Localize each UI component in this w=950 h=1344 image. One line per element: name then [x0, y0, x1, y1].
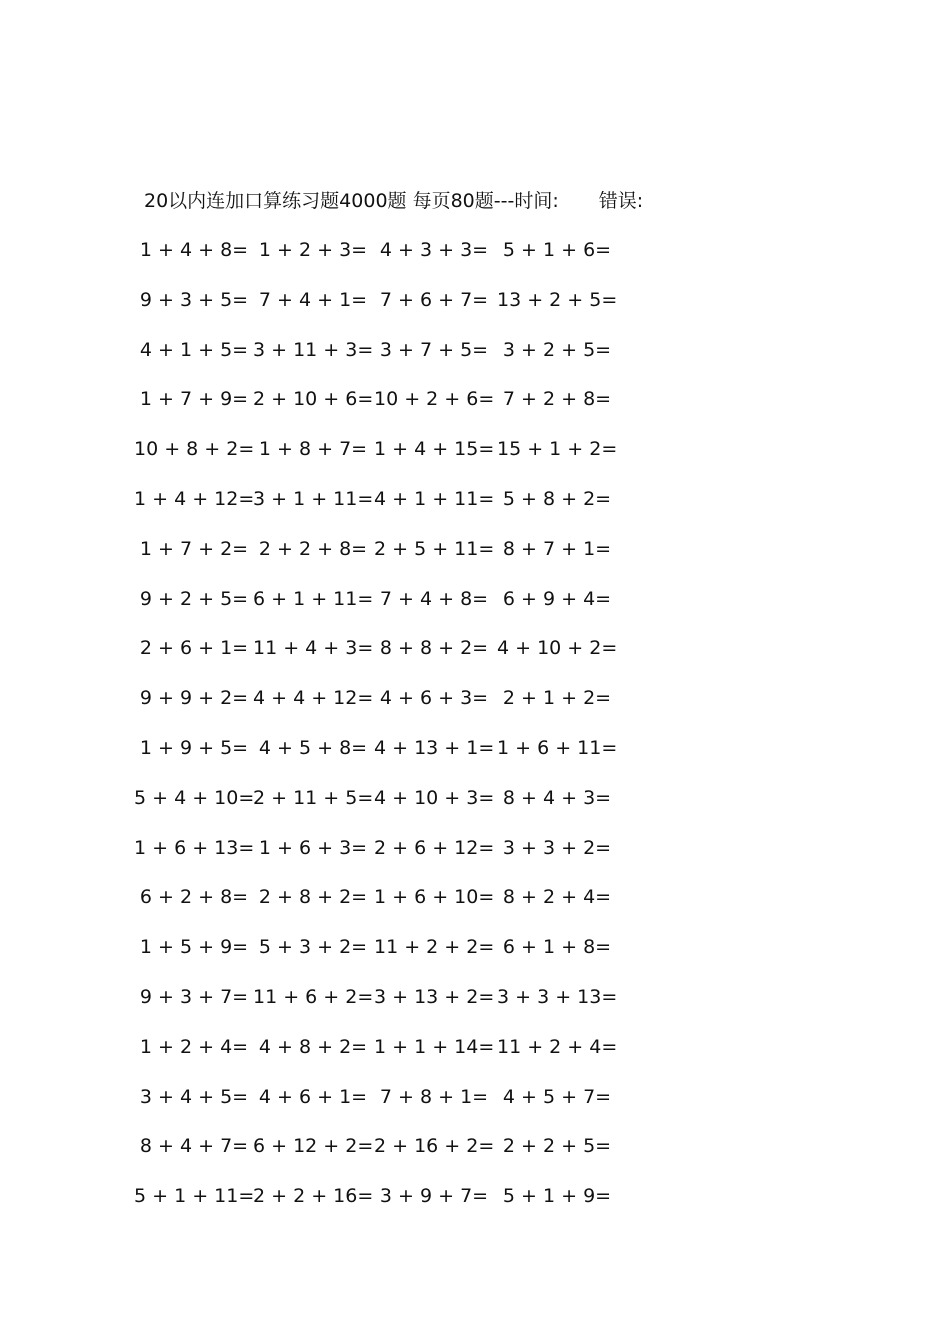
problem-item: 2 + 16 + 2=: [374, 1135, 495, 1158]
problem-item: 8 + 8 + 2=: [379, 637, 489, 660]
problem-item: 2 + 8 + 2=: [258, 886, 368, 909]
problem-item: 7 + 8 + 1=: [379, 1085, 489, 1108]
problem-item: 1 + 6 + 11=: [497, 737, 618, 759]
problem-row: [0, 384, 950, 414]
problem-item: 3 + 11 + 3=: [253, 338, 374, 361]
problem-row: [0, 285, 950, 315]
problem-row: [0, 534, 950, 564]
problem-item: 11 + 4 + 3=: [253, 637, 374, 660]
problem-item: 4 + 13 + 1=: [374, 737, 495, 759]
problem-item: 2 + 2 + 5=: [502, 1135, 612, 1158]
problem-item: 3 + 3 + 2=: [502, 836, 612, 859]
problem-item: 1 + 4 + 12=: [134, 488, 255, 510]
problem-item: 9 + 3 + 7=: [139, 986, 249, 1008]
problem-item: 9 + 3 + 5=: [139, 288, 249, 311]
problem-row: [0, 882, 950, 912]
problem-item: 8 + 4 + 7=: [139, 1135, 249, 1158]
problem-row: [0, 633, 950, 663]
problem-item: 2 + 2 + 16=: [253, 1185, 374, 1208]
problem-item: 7 + 4 + 8=: [379, 587, 489, 610]
problem-item: 13 + 2 + 5=: [497, 288, 618, 311]
problem-item: 6 + 1 + 11=: [253, 587, 374, 610]
problem-item: 4 + 6 + 3=: [379, 687, 489, 710]
problem-item: 6 + 12 + 2=: [253, 1135, 374, 1158]
problem-item: 4 + 10 + 2=: [497, 637, 618, 660]
problem-item: 1 + 8 + 7=: [258, 438, 368, 461]
problem-item: 6 + 9 + 4=: [502, 587, 612, 610]
problem-row: [0, 683, 950, 713]
problem-item: 2 + 6 + 1=: [139, 637, 249, 660]
problem-item: 3 + 13 + 2=: [374, 986, 495, 1008]
problem-item: 1 + 5 + 9=: [139, 936, 249, 959]
problem-item: 1 + 2 + 4=: [139, 1035, 249, 1058]
problem-item: 4 + 8 + 2=: [258, 1035, 368, 1058]
problem-item: 11 + 2 + 2=: [374, 936, 495, 959]
problem-item: 1 + 4 + 8=: [139, 239, 249, 261]
problem-row: [0, 1181, 950, 1211]
problem-item: 11 + 6 + 2=: [253, 986, 374, 1008]
problem-item: 10 + 8 + 2=: [134, 438, 255, 461]
problem-item: 10 + 2 + 6=: [374, 388, 495, 411]
problem-item: 3 + 2 + 5=: [502, 338, 612, 361]
problem-row: [0, 1032, 950, 1062]
problem-item: 1 + 1 + 14=: [374, 1035, 495, 1058]
problem-item: 4 + 10 + 3=: [374, 786, 495, 809]
problem-row: [0, 484, 950, 514]
problem-item: 3 + 4 + 5=: [139, 1085, 249, 1108]
problem-item: 4 + 1 + 11=: [374, 488, 495, 510]
problem-item: 5 + 4 + 10=: [134, 786, 255, 809]
problem-item: 6 + 2 + 8=: [139, 886, 249, 909]
problem-item: 4 + 6 + 1=: [258, 1085, 368, 1108]
problem-item: 3 + 7 + 5=: [379, 338, 489, 361]
problem-item: 1 + 7 + 9=: [139, 388, 249, 411]
problem-row: [0, 1082, 950, 1112]
problem-item: 2 + 11 + 5=: [253, 786, 374, 809]
problem-row: [0, 783, 950, 813]
problem-item: 2 + 5 + 11=: [374, 537, 495, 560]
problem-item: 7 + 4 + 1=: [258, 288, 368, 311]
problem-item: 1 + 6 + 13=: [134, 836, 255, 859]
problem-row: [0, 584, 950, 614]
problem-item: 5 + 3 + 2=: [258, 936, 368, 959]
problem-item: 1 + 6 + 10=: [374, 886, 495, 909]
problem-item: 2 + 10 + 6=: [253, 388, 374, 411]
problem-row: [0, 1131, 950, 1161]
problem-item: 1 + 6 + 3=: [258, 836, 368, 859]
problem-item: 5 + 1 + 6=: [502, 239, 612, 261]
problem-item: 8 + 2 + 4=: [502, 886, 612, 909]
problem-row: [0, 833, 950, 863]
problem-item: 3 + 9 + 7=: [379, 1185, 489, 1208]
problem-item: 4 + 3 + 3=: [379, 239, 489, 261]
problem-item: 8 + 7 + 1=: [502, 537, 612, 560]
problem-row: [0, 733, 950, 763]
problem-item: 4 + 4 + 12=: [253, 687, 374, 710]
problem-item: 9 + 2 + 5=: [139, 587, 249, 610]
problem-item: 1 + 2 + 3=: [258, 239, 368, 261]
problem-item: 7 + 6 + 7=: [379, 288, 489, 311]
errors-label: 错误:: [598, 190, 644, 212]
problem-row: [0, 932, 950, 962]
problem-item: 5 + 1 + 9=: [502, 1185, 612, 1208]
problem-item: 4 + 5 + 7=: [502, 1085, 612, 1108]
problem-item: 1 + 9 + 5=: [139, 737, 249, 759]
problem-item: 4 + 1 + 5=: [139, 338, 249, 361]
problem-item: 2 + 6 + 12=: [374, 836, 495, 859]
problem-row: [0, 982, 950, 1012]
problem-row: [0, 434, 950, 464]
problem-item: 1 + 4 + 15=: [374, 438, 495, 461]
problem-item: 4 + 5 + 8=: [258, 737, 368, 759]
problem-item: 1 + 7 + 2=: [139, 537, 249, 560]
problem-item: 3 + 3 + 13=: [497, 986, 618, 1008]
problem-item: 15 + 1 + 2=: [497, 438, 618, 461]
problem-item: 2 + 2 + 8=: [258, 537, 368, 560]
problem-item: 5 + 8 + 2=: [502, 488, 612, 510]
worksheet-title: 20以内连加口算练习题4000题 每页80题---时间:: [144, 190, 559, 212]
problem-item: 7 + 2 + 8=: [502, 388, 612, 411]
problem-item: 5 + 1 + 11=: [134, 1185, 255, 1208]
problem-item: 9 + 9 + 2=: [139, 687, 249, 710]
problem-item: 2 + 1 + 2=: [502, 687, 612, 710]
problem-item: 8 + 4 + 3=: [502, 786, 612, 809]
problem-row: [0, 335, 950, 365]
problem-item: 6 + 1 + 8=: [502, 936, 612, 959]
problem-row: [0, 235, 950, 265]
problem-item: 3 + 1 + 11=: [253, 488, 374, 510]
problem-item: 11 + 2 + 4=: [497, 1035, 618, 1058]
